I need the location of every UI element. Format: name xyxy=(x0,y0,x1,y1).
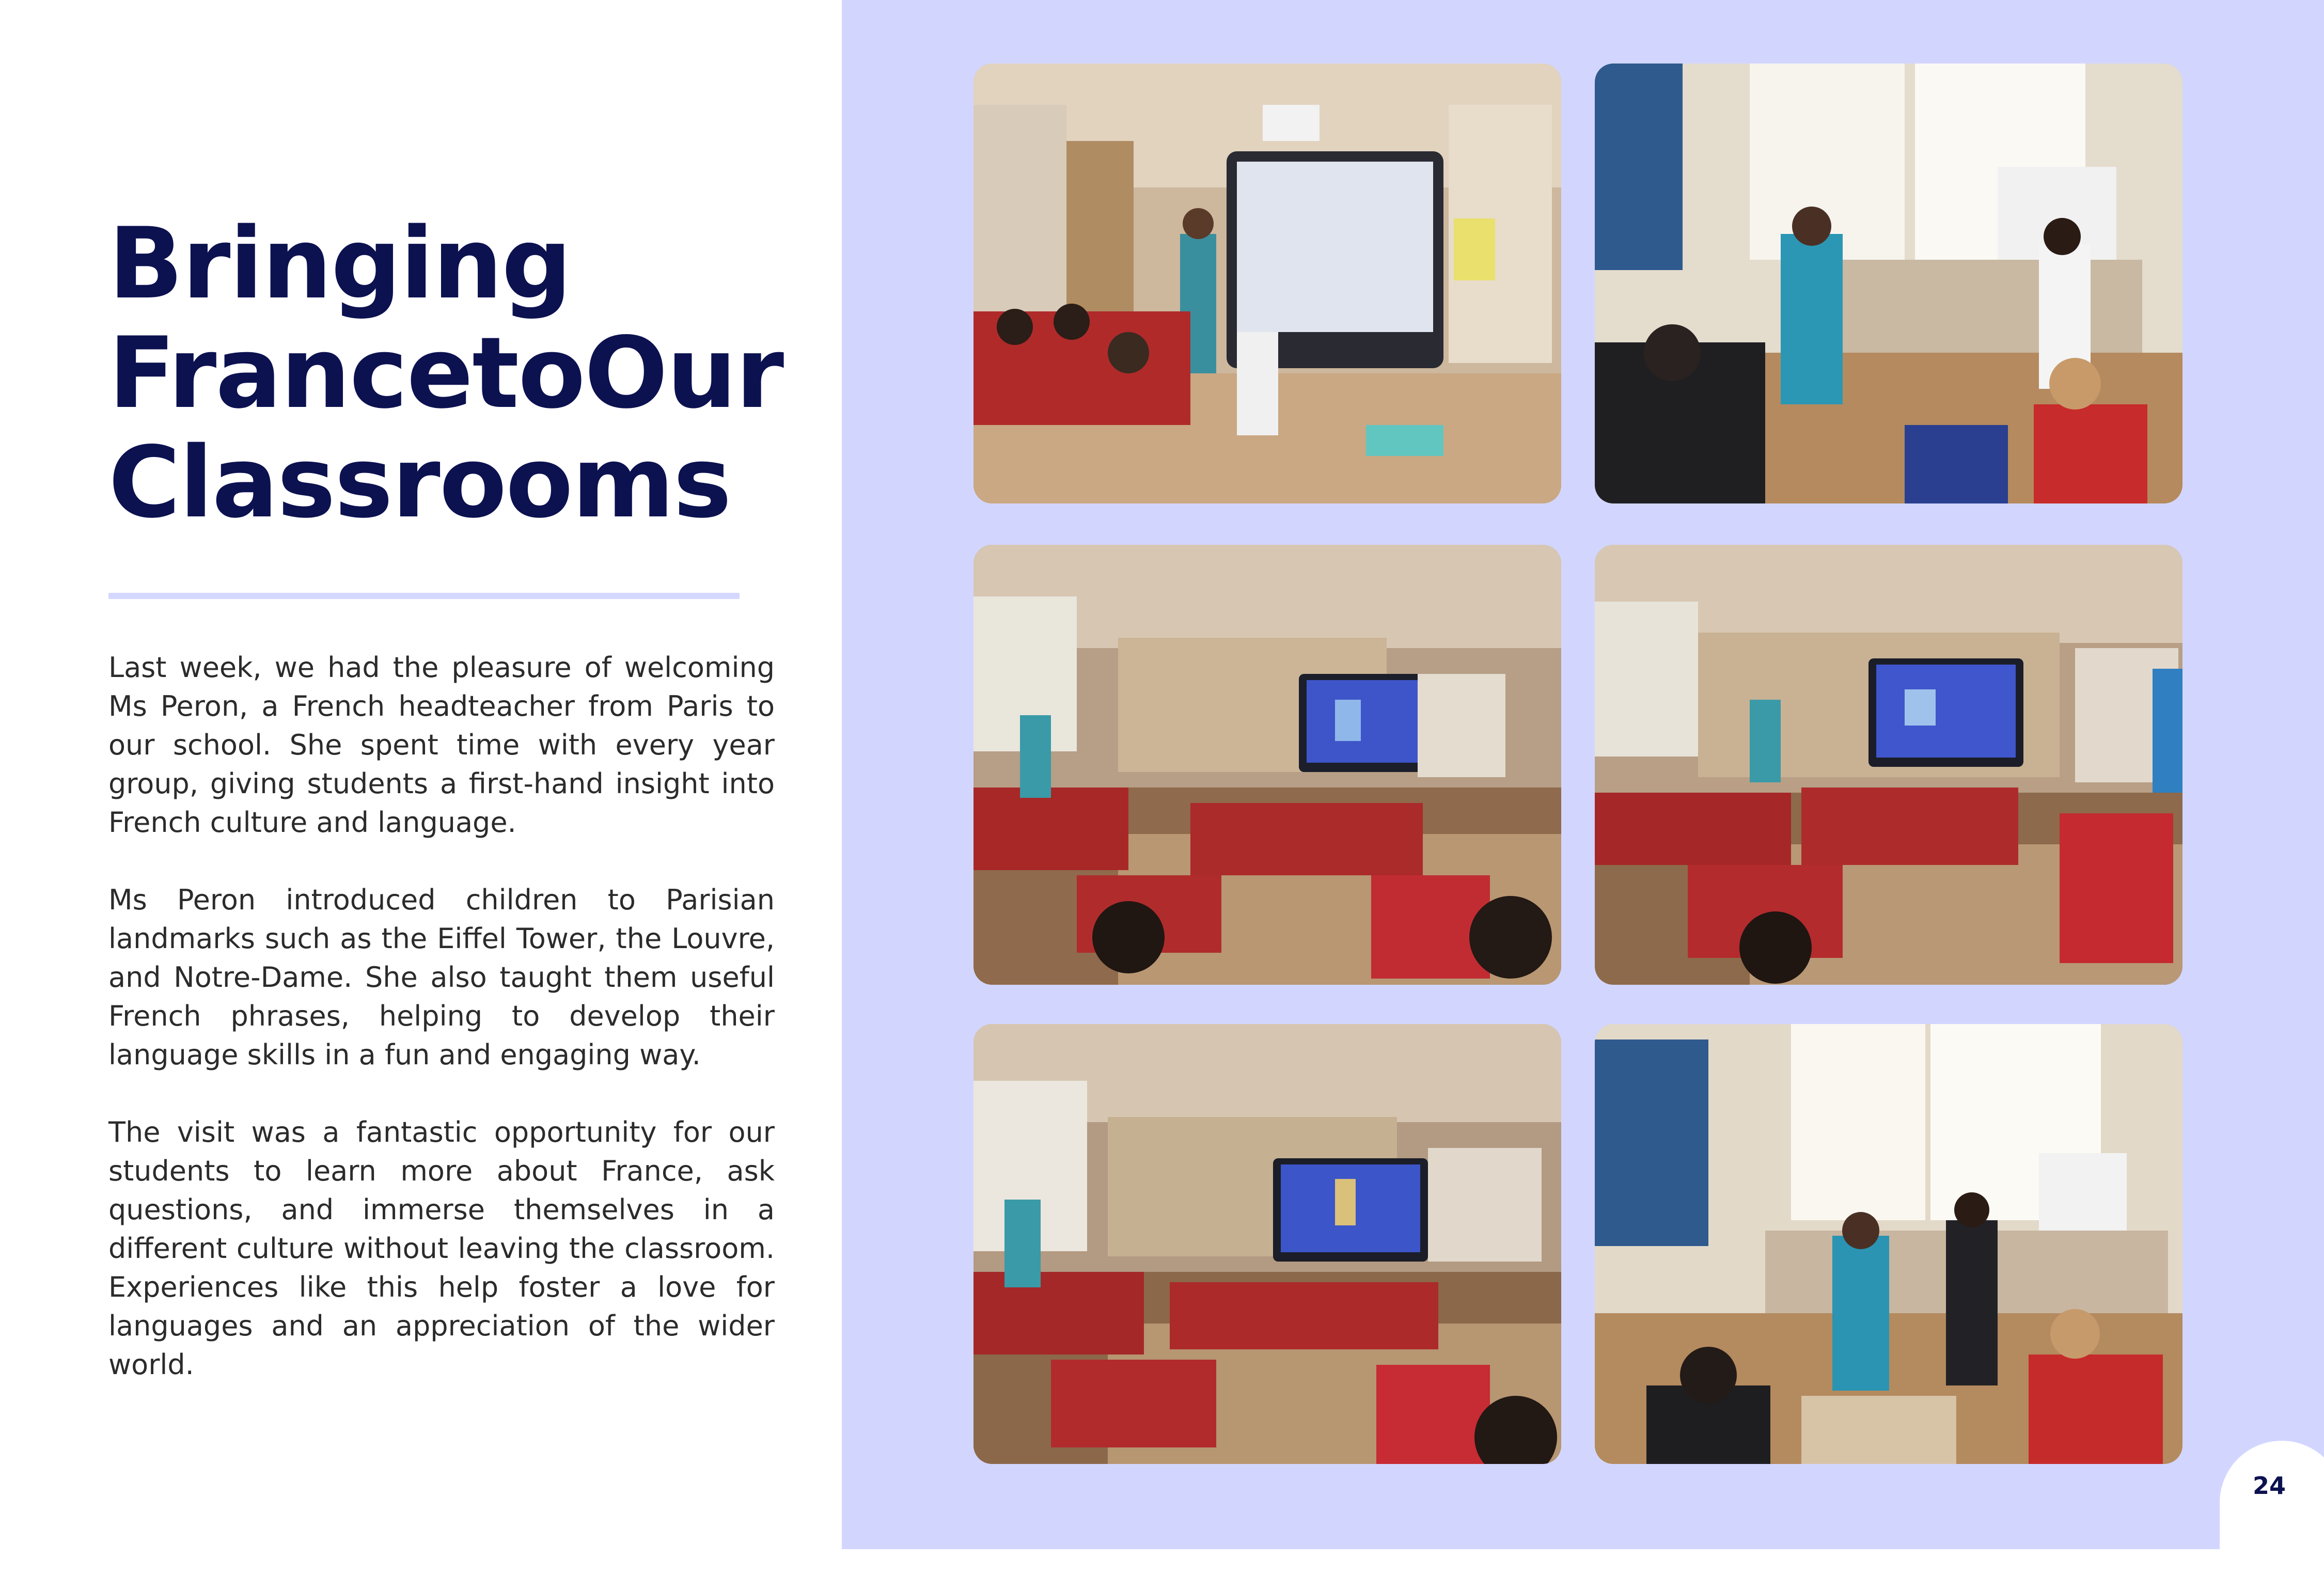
photo-presentation-arc-de-triomphe xyxy=(1595,545,2182,985)
title-word-france: France xyxy=(108,316,473,430)
page-number: 24 xyxy=(2252,1472,2286,1500)
page-title xyxy=(108,207,783,540)
title-line-1: Bringing xyxy=(108,207,571,321)
photo-presentation-france xyxy=(973,545,1561,985)
paragraph-3: The visit was a fantastic opportunity for our students to learn more about France, ask questions, and immerse themselves in a different culture without leaving the classroom. Experiences like this help foster a love for languages and an appreciation of the wider world. xyxy=(108,1116,775,1381)
photo-students-standing xyxy=(1595,64,2182,503)
title-word-our: Our xyxy=(584,316,783,430)
page-number-tab xyxy=(2220,1441,2324,1575)
paragraph-2: Ms Peron introduced children to Parisian landmarks such as the Eiffel Tower, the Louvre, and Notre-Dame. She also taught them useful French phrases, helping to develop their language skills in a fun and engaging way. xyxy=(108,884,775,1071)
title-divider xyxy=(108,593,740,599)
photo-teacher-whiteboard xyxy=(973,64,1561,503)
photo-panel xyxy=(842,0,2324,1549)
title-word-to: to xyxy=(472,316,585,430)
paragraph-1: Last week, we had the pleasure of welcoming Ms Peron, a French headteacher from Paris to our school. She spent time with every year group, giving students a first-hand insight into French culture and language. xyxy=(108,651,775,839)
title-line-3: Classrooms xyxy=(108,426,731,540)
article-body xyxy=(108,648,775,1423)
title-line-2 xyxy=(108,316,783,430)
text-panel xyxy=(0,0,842,1549)
photo-presentation-eiffel-tower xyxy=(973,1024,1561,1464)
photo-pupil-flipchart xyxy=(1595,1024,2182,1464)
